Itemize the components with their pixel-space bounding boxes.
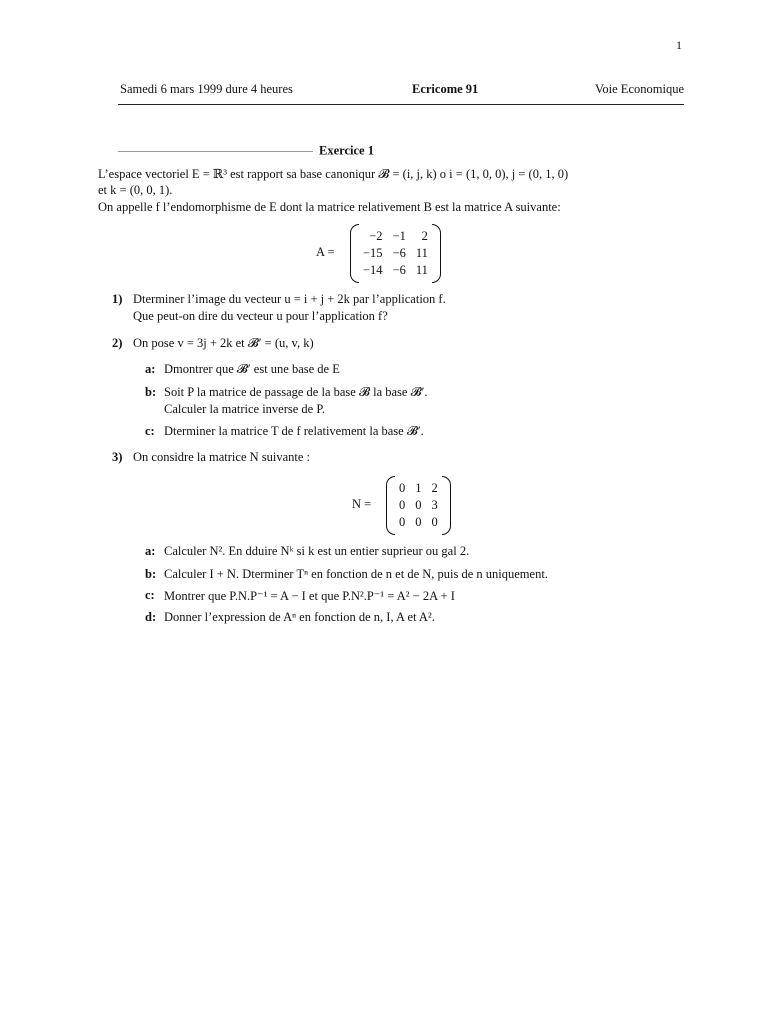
q2b-label: b: [145, 385, 157, 399]
q2c-label: c: [145, 424, 155, 438]
matrix-n [386, 480, 451, 531]
matrix-a [350, 228, 441, 279]
q2-text: On pose v = 3j + 2k et 𝓑′ = (u, v, k) [133, 336, 314, 350]
matrix-cell: 0 [399, 515, 406, 529]
header-exam-title: Ecricome 91 [412, 82, 479, 96]
matrix-cell: 2 [431, 481, 438, 495]
matrix-cell: −6 [392, 246, 406, 260]
matrix-n-row [394, 497, 443, 514]
heading-rule [118, 151, 313, 152]
matrix-n-row [394, 514, 443, 531]
header-date: Samedi 6 mars 1999 dure 4 heures [120, 82, 293, 96]
matrix-cell: 0 [415, 515, 422, 529]
q3-number: 3) [112, 450, 123, 464]
matrix-a-row [358, 228, 433, 245]
matrix-cell: −2 [369, 229, 383, 243]
q2a-text: Dmontrer que 𝓑′ est une base de E [164, 362, 340, 376]
matrix-a-row [358, 262, 433, 279]
q3d-label: d: [145, 610, 157, 624]
q1-line-1: Dterminer l’image du vecteur u = i + j + 2k par l’application f. [133, 292, 446, 306]
matrix-cell: 0 [399, 498, 406, 512]
q3a-text: Calculer N². En dduire Nᵏ si k est un entier suprieur ou gal 2. [164, 544, 470, 558]
q1-line-2: Que peut-on dire du vecteur u pour l’application f? [133, 309, 388, 323]
matrix-cell: 0 [431, 515, 438, 529]
matrix-cell: 3 [431, 498, 438, 512]
q3c-text: Montrer que P.N.P⁻¹ = A − I et que P.N².P⁻¹ = A² − 2A + I [164, 589, 455, 603]
matrix-cell: 2 [421, 229, 428, 243]
page-number: 1 [676, 38, 682, 52]
q2b-line-2: Calculer la matrice inverse de P. [164, 402, 326, 416]
page-header [118, 82, 684, 105]
exercise-heading [118, 143, 374, 159]
q1-number: 1) [112, 292, 123, 306]
matrix-n-label: N = [352, 497, 372, 511]
q3c-label: c: [145, 588, 155, 602]
matrix-cell: −15 [363, 246, 383, 260]
matrix-a-row [358, 245, 433, 262]
exercise-title: Exercice 1 [319, 143, 374, 158]
matrix-n-row [394, 480, 443, 497]
q3d-text: Donner l’expression de Aⁿ en fonction de n, I, A et A². [164, 610, 435, 624]
intro-line-1: L’espace vectoriel E = ℝ³ est rapport sa base canoniqur 𝓑 = (i, j, k) o i = (1, 0, 0), j = (0, 1, 0) [98, 167, 569, 181]
matrix-cell: 0 [399, 481, 406, 495]
matrix-cell: −6 [392, 263, 406, 277]
q2-number: 2) [112, 336, 123, 350]
matrix-cell: 1 [415, 481, 422, 495]
q3b-text: Calculer I + N. Dterminer Tⁿ en fonction de n et de N, puis de n uniquement. [164, 567, 548, 581]
header-track: Voie Economique [595, 82, 684, 96]
q2a-label: a: [145, 362, 156, 376]
q3a-label: a: [145, 544, 156, 558]
matrix-cell: −14 [363, 263, 383, 277]
q2c-text: Dterminer la matrice T de f relativement la base 𝓑′. [164, 424, 424, 438]
matrix-cell: 0 [415, 498, 422, 512]
matrix-cell: −1 [392, 229, 406, 243]
intro-line-2: et k = (0, 0, 1). [98, 183, 173, 197]
matrix-cell: 11 [415, 246, 428, 260]
q3b-label: b: [145, 567, 157, 581]
q3-text: On considre la matrice N suivante : [133, 450, 311, 464]
q2b-line-1: Soit P la matrice de passage de la base 𝓑 la base 𝓑′. [164, 385, 428, 399]
intro-line-3: On appelle f l’endomorphisme de E dont la matrice relativement B est la matrice A suivante: [98, 200, 561, 214]
matrix-a-label: A = [316, 245, 335, 259]
matrix-cell: 11 [415, 263, 428, 277]
